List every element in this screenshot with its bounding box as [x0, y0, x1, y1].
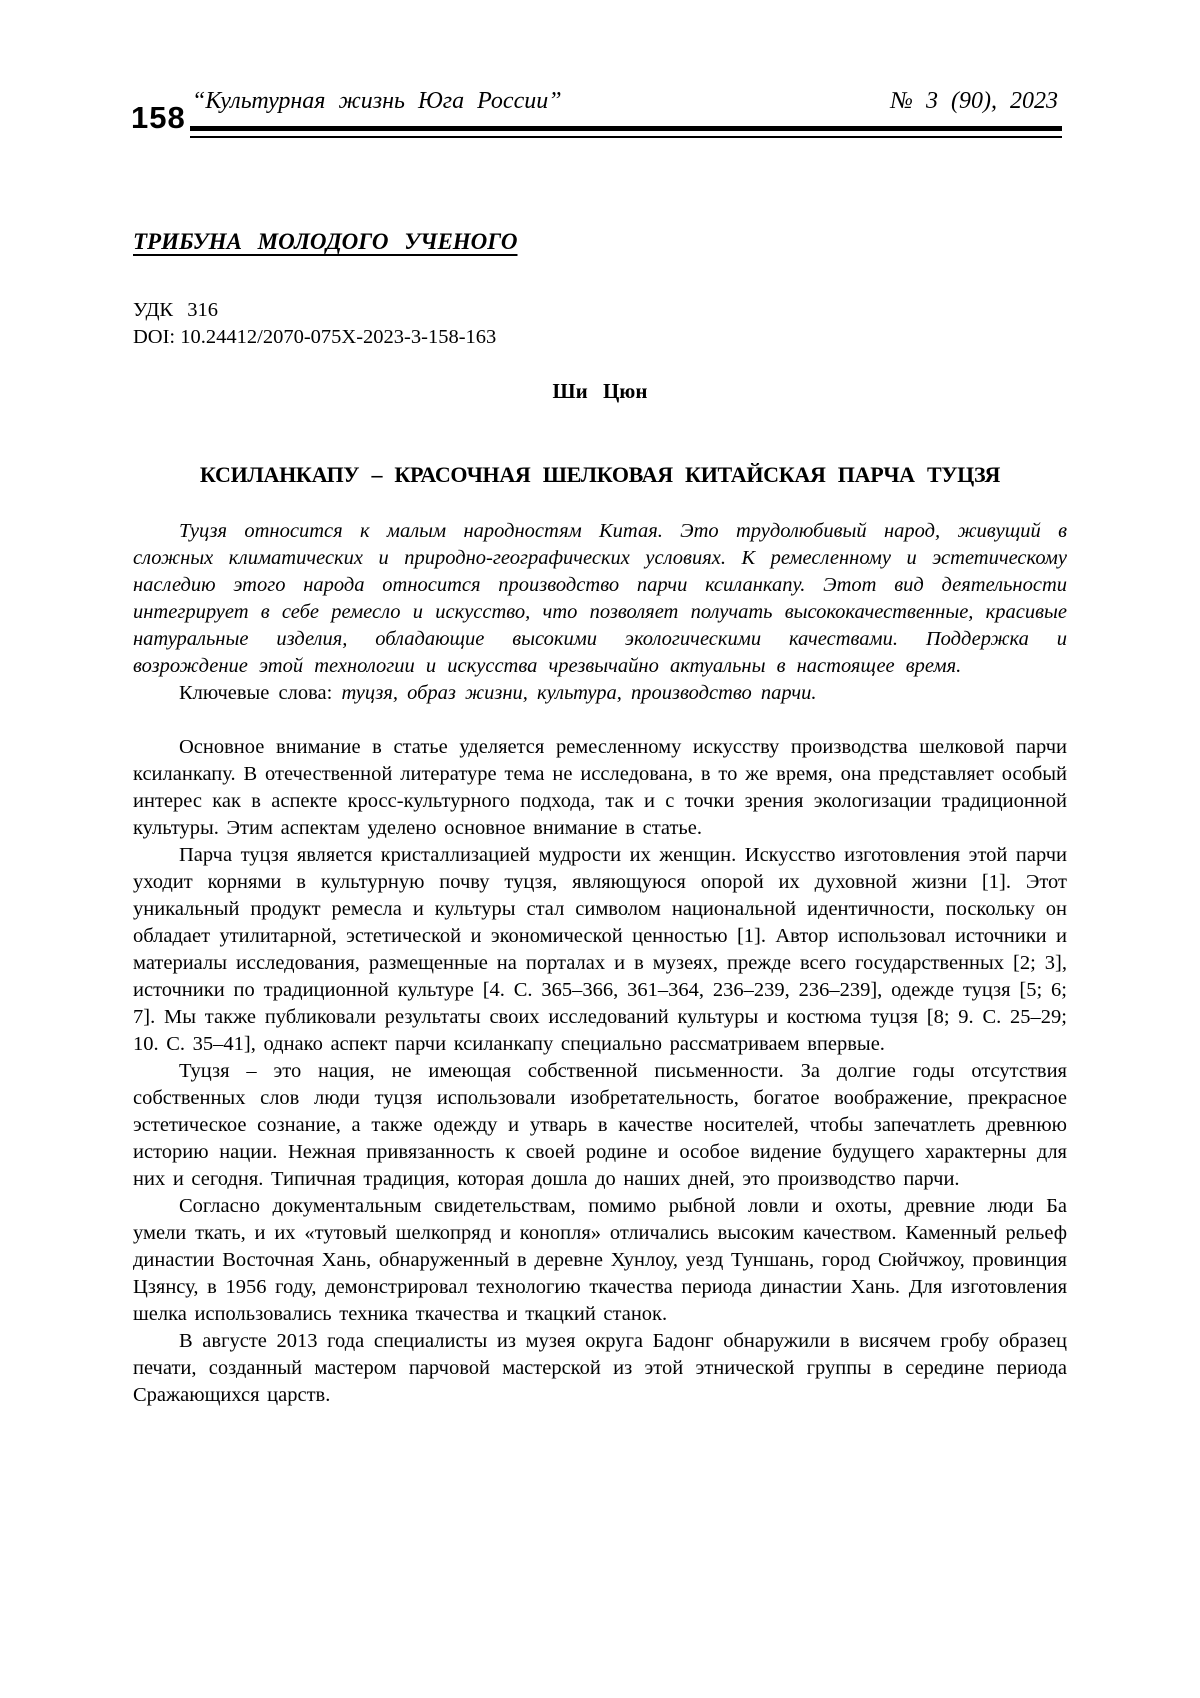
doi-line: DOI: 10.24412/2070-075X-2023-3-158-163 [133, 326, 497, 348]
issue-number: № 3 (90), 2023 [890, 88, 1058, 114]
header-rule-thin [190, 136, 1062, 138]
keywords-line [133, 680, 1067, 707]
page-number: 158 [131, 100, 186, 135]
abstract-block [133, 518, 1067, 707]
abstract-text: Туцзя относится к малым народностям Китая. Это трудолюбивый народ, живущий в сложных климатических и природно-географических условиях. К ремесленному и эстетическому наследию этого народа относится производство парчи ксиланкапу. Этот вид деятельности интегрирует в себе ремесло и искусство, что позволяет получать высококачественные, красивые натуральные изделия, обладающие высокими экологическими качествами. Поддержка и возрождение этой технологии и искусства чрезвычайно актуальны в настоящее время. [133, 520, 1067, 677]
udk-line: УДК 316 [133, 299, 218, 321]
keywords-values: туцзя, образ жизни, культура, производство парчи. [341, 682, 817, 704]
article-title: КСИЛАНКАПУ – КРАСОЧНАЯ ШЕЛКОВАЯ КИТАЙСКАЯ ПАРЧА ТУЦЗЯ [199, 462, 1001, 487]
article-column [133, 228, 1067, 1409]
author-name: Ши Цюн [552, 379, 648, 403]
journal-title: “Культурная жизнь Юга России” [192, 88, 562, 114]
paragraph: Парча туцзя является кристаллизацией мудрости их женщин. Искусство изготовления этой парчи уходит корнями в культурную почву туцзя, являющуюся опорой их духовной жизни [1]. Этот уникальный продукт ремесла и культуры стал символом национальной идентичности, поскольку он обладает утилитарной, эстетической и экономической ценностью [1]. Автор использовал источники и материалы исследования, размещенные на порталах и в музеях, прежде всего государственных [2; 3], источники по традиционной культуре [4. С. 365–366, 361–364, 236–239, 236–239], одежде туцзя [5; 6; 7]. Мы также публиковали результаты своих исследований культуры и костюма туцзя [8; 9. С. 25–29; 10. С. 35–41], однако аспект парчи ксиланкапу специально рассматриваем впервые. [133, 844, 1067, 1055]
paragraph: Туцзя – это нация, не имеющая собственной письменности. За долгие годы отсутствия собственных слов люди туцзя использовали изобретательность, богатое воображение, прекрасное эстетическое сознание, а также одежду и утварь в качестве носителей, чтобы запечатлеть древнюю историю нации. Нежная привязанность к своей родине и особое видение будущего характерны для них и сегодня. Типичная традиция, которая дошла до наших дней, это производство парчи. [133, 1060, 1067, 1190]
section-heading: ТРИБУНА МОЛОДОГО УЧЕНОГО [133, 229, 518, 254]
article-text [133, 734, 1067, 1409]
paragraph: В августе 2013 года специалисты из музея округа Бадонг обнаружили в висячем гробу образец печати, созданный мастером парчовой мастерской из этой этнической группы в середине периода Сражающихся царств. [133, 1330, 1067, 1406]
paragraph: Согласно документальным свидетельствам, помимо рыбной ловли и охоты, древние люди Ба умели ткать, и их «тутовый шелкопряд и конопля» отличались высоким качеством. Каменный рельеф династии Восточная Хань, обнаруженный в деревне Хунлоу, уезд Туншань, город Сюйчжоу, провинция Цзянсу, в 1956 году, демонстрировал технологию ткачества периода династии Хань. Для изготовления шелка использовались техника ткачества и ткацкий станок. [133, 1195, 1067, 1325]
header-rule-thick [190, 126, 1062, 131]
keywords-label: Ключевые слова: [179, 682, 333, 704]
paragraph: Основное внимание в статье уделяется ремесленному искусству производства шелковой парчи ксиланкапу. В отечественной литературе тема не исследована, в то же время, она представляет особый интерес как в аспекте кросс-культурного подхода, так и с точки зрения экологизации традиционной культуры. Этим аспектам уделено основное внимание в статье. [133, 736, 1067, 839]
